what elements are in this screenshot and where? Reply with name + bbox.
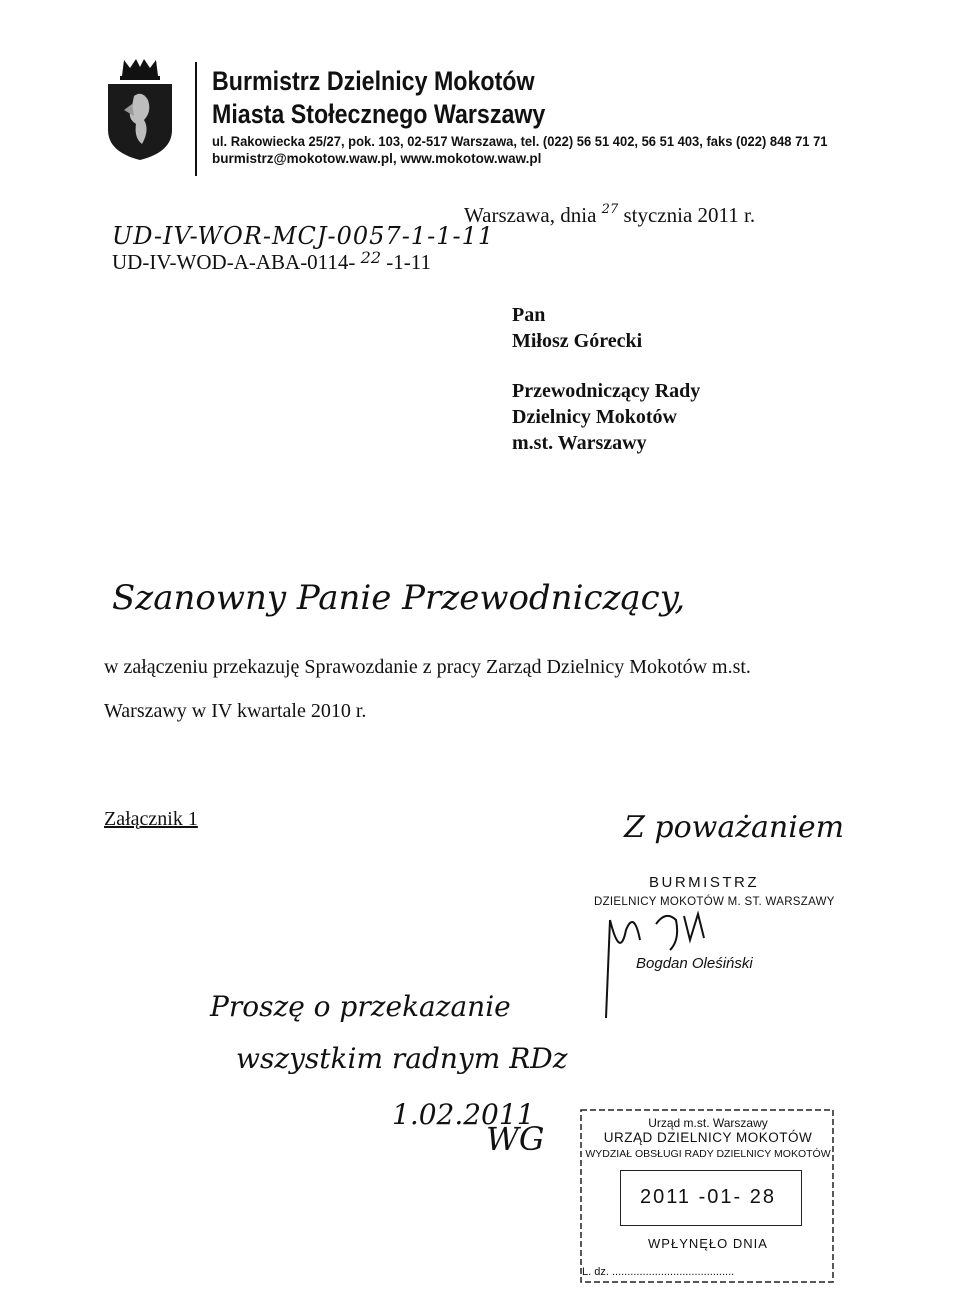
received-label: WPŁYNĘŁO DNIA (648, 1236, 768, 1251)
received-stamp-line3: WYDZIAŁ OBSŁUGI RADY DZIELNICY MOKOTÓW (585, 1148, 831, 1160)
body-text-line1: w załączeniu przekazuję Sprawozdanie z pracy Zarząd Dzielnicy Mokotów m.st. (104, 656, 751, 678)
stamp-title: BURMISTRZ (649, 874, 759, 891)
office-name: Burmistrz Dzielnicy Mokotów (212, 66, 535, 96)
received-date: 2011 -01- 28 (640, 1186, 776, 1208)
office-city: Miasta Stołecznego Warszawy (212, 99, 546, 129)
body-text-line2: Warszawy w IV kwartale 2010 r. (104, 700, 367, 722)
stamp-subtitle: DZIELNICY MOKOTÓW M. ST. WARSZAWY (594, 896, 835, 908)
handwritten-reference: UD-IV-WOR-MCJ-0057-1-1-11 (112, 222, 495, 250)
annotation-line1: Proszę o przekazanie (210, 990, 511, 1023)
annotation-initials: WG (486, 1120, 545, 1158)
recipient-city: m.st. Warszawy (512, 432, 647, 454)
letter-date (464, 202, 755, 228)
office-address: ul. Rakowiecka 25/27, pok. 103, 02-517 Warszawa, tel. (022) 56 51 402, 56 51 403, faks (022) 848 71 71 (212, 134, 828, 149)
date-day: 27 (601, 202, 619, 217)
attachment-label: Załącznik 1 (104, 808, 198, 830)
office-web: burmistrz@mokotow.waw.pl, www.mokotow.waw.pl (212, 151, 542, 166)
recipient-role: Przewodniczący Rady (512, 380, 701, 402)
recipient-name: Miłosz Górecki (512, 330, 643, 352)
date-prefix: Warszawa, dnia (464, 203, 597, 227)
stamp-name: Bogdan Oleśiński (636, 955, 753, 972)
recipient-district: Dzielnicy Mokotów (512, 406, 677, 428)
received-stamp-line1: Urząd m.st. Warszawy (648, 1116, 768, 1130)
reference-number (112, 248, 431, 275)
reference-handwritten: 22 (360, 248, 382, 267)
received-footer: L. dz. ........................................ (582, 1266, 735, 1278)
city-crest-logo (104, 58, 176, 162)
header-divider (195, 62, 197, 176)
annotation-date: 1.02.2011 (392, 1098, 535, 1131)
received-stamp-line2: URZĄD DZIELNICY MOKOTÓW (603, 1130, 813, 1145)
date-suffix: stycznia 2011 r. (623, 203, 756, 227)
reference-suffix: -1-11 (386, 250, 431, 274)
recipient-title: Pan (512, 304, 546, 326)
annotation-line2: wszystkim radnym RDz (236, 1042, 568, 1075)
reference-prefix: UD-IV-WOD-A-ABA-0114- (112, 250, 356, 274)
received-stamp (580, 1108, 836, 1284)
closing-regards: Z poważaniem (624, 810, 845, 845)
salutation: Szanowny Panie Przewodniczący, (112, 578, 686, 618)
